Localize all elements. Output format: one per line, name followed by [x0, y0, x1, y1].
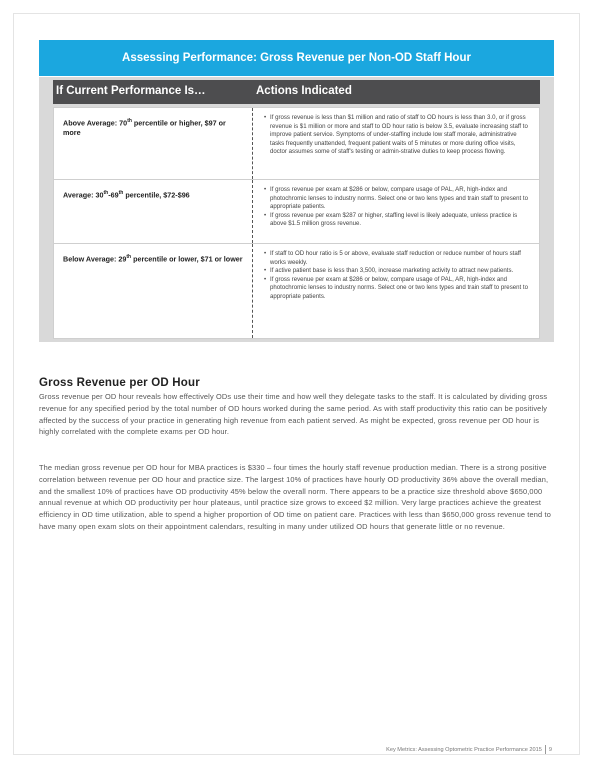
actions-list [264, 186, 530, 229]
table-row-above-average [54, 108, 539, 180]
table-row-average [54, 180, 539, 244]
column-divider [252, 244, 253, 338]
action-item: • If gross revenue per exam $287 or higher, staffing level is likely adequate, unless practice is above $1.5 million gross revenue. [264, 212, 530, 229]
condition-cell: Average: 30th-69th percentile, $72-$96 [63, 190, 190, 200]
page-footer [386, 745, 552, 754]
action-item: • If gross revenue per exam at $286 or below, compare usage of PAL, AR, high-index and photochromic lenses to industry norms. Select one or two lens types and train staff to present to appropriate patients. [264, 186, 530, 212]
footer-text: Key Metrics: Assessing Optometric Practice Performance 2015 [386, 746, 542, 753]
condition-cell: Below Average: 29th percentile or lower, $71 or lower [63, 254, 243, 264]
banner-title: Assessing Performance: Gross Revenue per Non-OD Staff Hour [122, 52, 471, 64]
footer-divider [545, 745, 546, 754]
body-paragraph: The median gross revenue per OD hour for MBA practices is $330 – four times the hourly staff revenue production median. There is a strong positive correlation between revenue per OD hour and practice size. The largest 10% of practices have hourly OD productivity 36% above the overall median, and the smallest 10% of practices have OD productivity 45% below the overall norm. There appears to be a practice size threshold above $650,000 annual revenue at which OD productivity per hour plateaus, until practice size grows to exceed $2 million. Very large practices achieve the greatest efficiency in OD time utilization, able to spend a higher proportion of OD time on patient care. Practices with less than $650,000 gross revenue tend to have many open exam slots on their appointment calendars, resulting in many under utilized OD hours that generate little or no revenue. [39, 463, 551, 531]
actions-list [264, 250, 530, 302]
table-header [53, 80, 540, 104]
column-header-condition: If Current Performance Is… [56, 85, 206, 97]
page-number: 9 [548, 746, 552, 753]
table-row-below-average [54, 244, 539, 338]
body-paragraph: Gross revenue per OD hour reveals how effectively ODs use their time and how well they delegate tasks to the staff. It is calculated by dividing gross revenue for any specified period by the total number of OD hours worked during the same period. As with staff productivity this ratio can be positively affected by the success of your practice in generating high revenue from each patient served. As might be expected, gross revenue per OD hour is highly correlated with the complete exams per OD hour. [39, 392, 548, 437]
column-divider [252, 180, 253, 243]
table-title-banner [39, 40, 554, 76]
action-item: • If active patient base is less than 3,500, increase marketing activity to attract new patients. [264, 267, 530, 276]
column-divider [252, 108, 253, 179]
performance-table [39, 77, 554, 342]
column-header-actions: Actions Indicated [256, 85, 352, 97]
action-item: • If gross revenue per exam at $286 or below, compare usage of PAL, AR, high-index and photochromic lenses to industry norms. Select one or two lens types and train staff to present to appropriate patients. [264, 276, 530, 302]
action-item: • If gross revenue is less than $1 million and ratio of staff to OD hours is less than 3.0, or if gross revenue is $1 million or more and staff to OD hour ratio is below 3.5, evaluate increasing staff to improve patient service. Symptoms of under-staffing include low staff morale, administrative tasks frequently unattended, frequent patient waits of 5 minutes or more during office visits, doctor assumes some of staff's testing or admin-strative duties to keep process flowing. [264, 114, 530, 157]
actions-list [264, 114, 530, 157]
table-body [53, 107, 540, 339]
section-heading: Gross Revenue per OD Hour [39, 377, 200, 389]
condition-cell: Above Average: 70th percentile or higher, $97 or more [63, 118, 226, 138]
action-item: • If staff to OD hour ratio is 5 or above, evaluate staff reduction or reduce number of hours staff works weekly. [264, 250, 530, 267]
